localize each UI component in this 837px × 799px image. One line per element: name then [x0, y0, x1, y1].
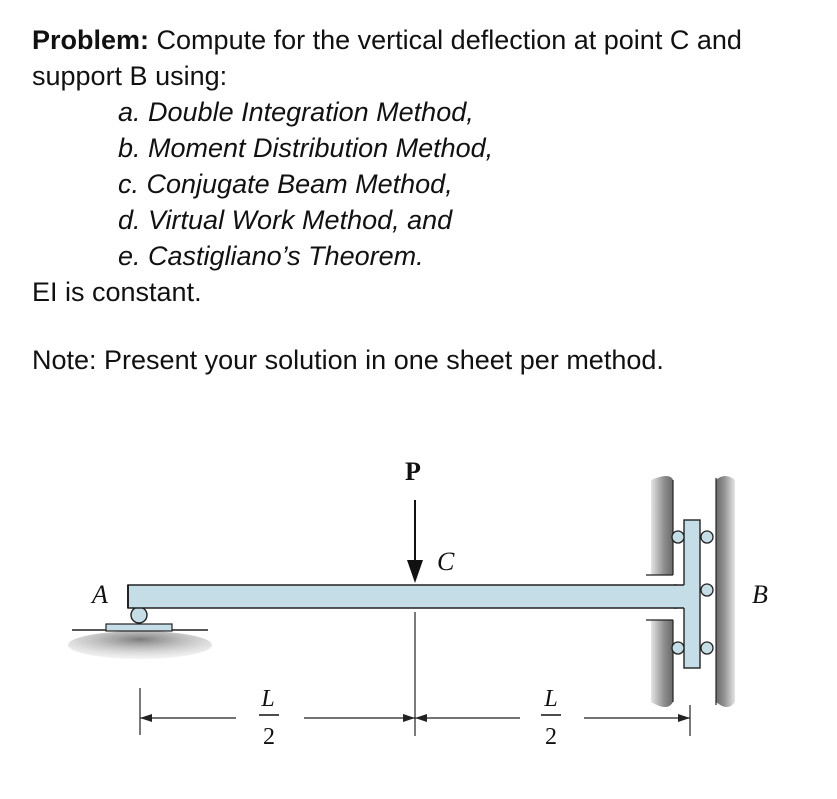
- method-item-e: e. Castigliano’s Theorem.: [118, 241, 424, 271]
- point-c-label: C: [437, 547, 455, 576]
- support-a-label: A: [92, 580, 108, 609]
- dim-right-numerator: L: [544, 686, 558, 712]
- roller-plate-a: [106, 624, 172, 631]
- roller-b-left-top: [672, 531, 684, 543]
- roller-b-right-top: [701, 531, 713, 543]
- dim-left-numerator: L: [261, 686, 275, 712]
- dim-arrow-b-icon: [678, 714, 690, 722]
- roller-b-left-bottom: [672, 642, 684, 654]
- problem-text: Compute for the vertical deflection at point C and support B using:: [32, 25, 742, 91]
- load-arrow-icon: [407, 560, 423, 583]
- load-label: P: [405, 457, 421, 486]
- guide-plate-b: [684, 520, 700, 668]
- dim-arrow-c-right-icon: [415, 714, 427, 722]
- beam-diagram: [0, 440, 837, 799]
- wall-b-right: [716, 476, 735, 707]
- dim-arrow-c-left-icon: [403, 714, 415, 722]
- problem-statement: [32, 22, 822, 378]
- roller-b-right-bottom: [701, 642, 713, 654]
- method-item-d: d. Virtual Work Method, and: [118, 205, 453, 235]
- ei-constant-note: EI is constant.: [32, 277, 202, 307]
- dim-left-denominator: 2: [263, 724, 275, 750]
- solution-note: Note: Present your solution in one sheet per method.: [32, 345, 664, 375]
- method-item-b: b. Moment Distribution Method,: [118, 133, 494, 163]
- beam: [128, 585, 676, 608]
- beam-end-block: [674, 585, 686, 608]
- support-b-label: B: [752, 580, 768, 609]
- dim-right-denominator: 2: [545, 724, 557, 750]
- dim-arrow-a-icon: [140, 714, 152, 722]
- roller-a: [131, 607, 147, 623]
- roller-b-right-mid: [701, 584, 713, 596]
- problem-line: [32, 22, 822, 94]
- method-item-c: c. Conjugate Beam Method,: [118, 169, 453, 199]
- problem-label: Problem:: [32, 25, 150, 55]
- method-item-a: a. Double Integration Method,: [118, 97, 474, 127]
- ground-a: [68, 631, 212, 659]
- method-list: [32, 94, 822, 274]
